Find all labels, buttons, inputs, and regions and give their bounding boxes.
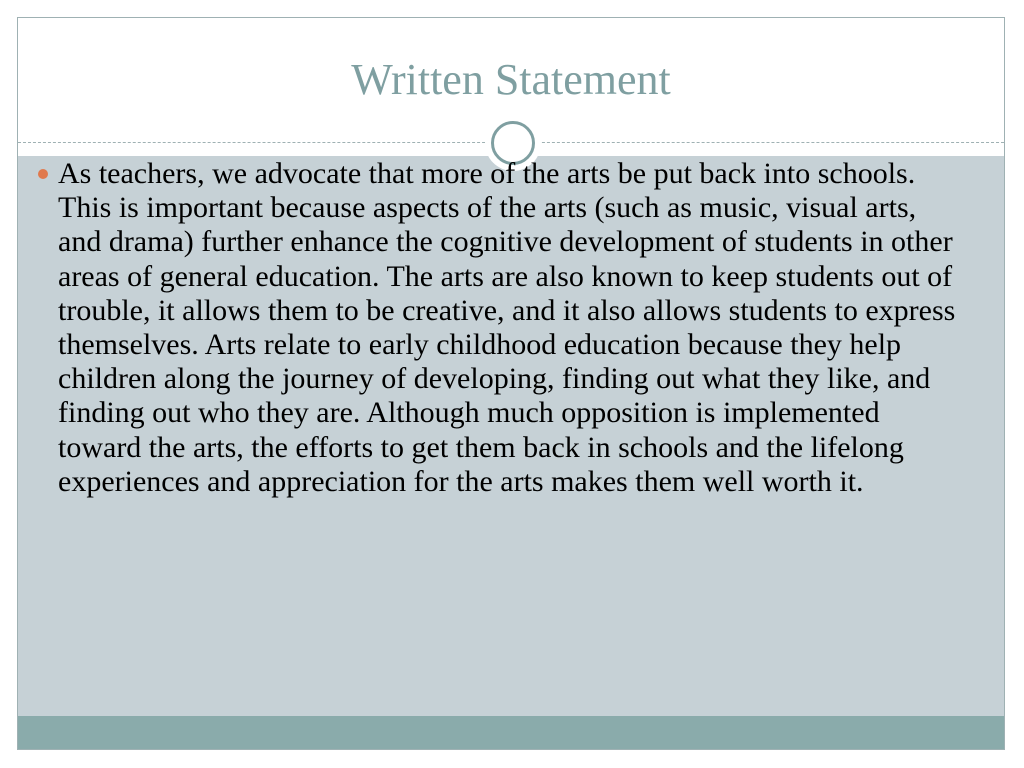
slide-title: Written Statement [351,55,671,104]
bullet-item [38,157,963,499]
bullet-text: As teachers, we advocate that more of the arts be put back into schools. This is important because aspects of the arts (such as music, visual arts, and drama) further enhance the cognitive development of students in other areas of general education. The arts are also known to keep students out of trouble, it allows them to be creative, and it also allows students to express themselves. Arts relate to early childhood education because they help children along the journey of developing, finding out what they like, and finding out who they are. Although much opposition is implemented toward the arts, the efforts to get them back in schools and the lifelong experiences and appreciation for the arts makes them well worth it. [58,157,956,498]
bullet-dot-icon [38,169,48,179]
bullet-list [38,157,963,499]
footer-bar [18,716,1004,750]
